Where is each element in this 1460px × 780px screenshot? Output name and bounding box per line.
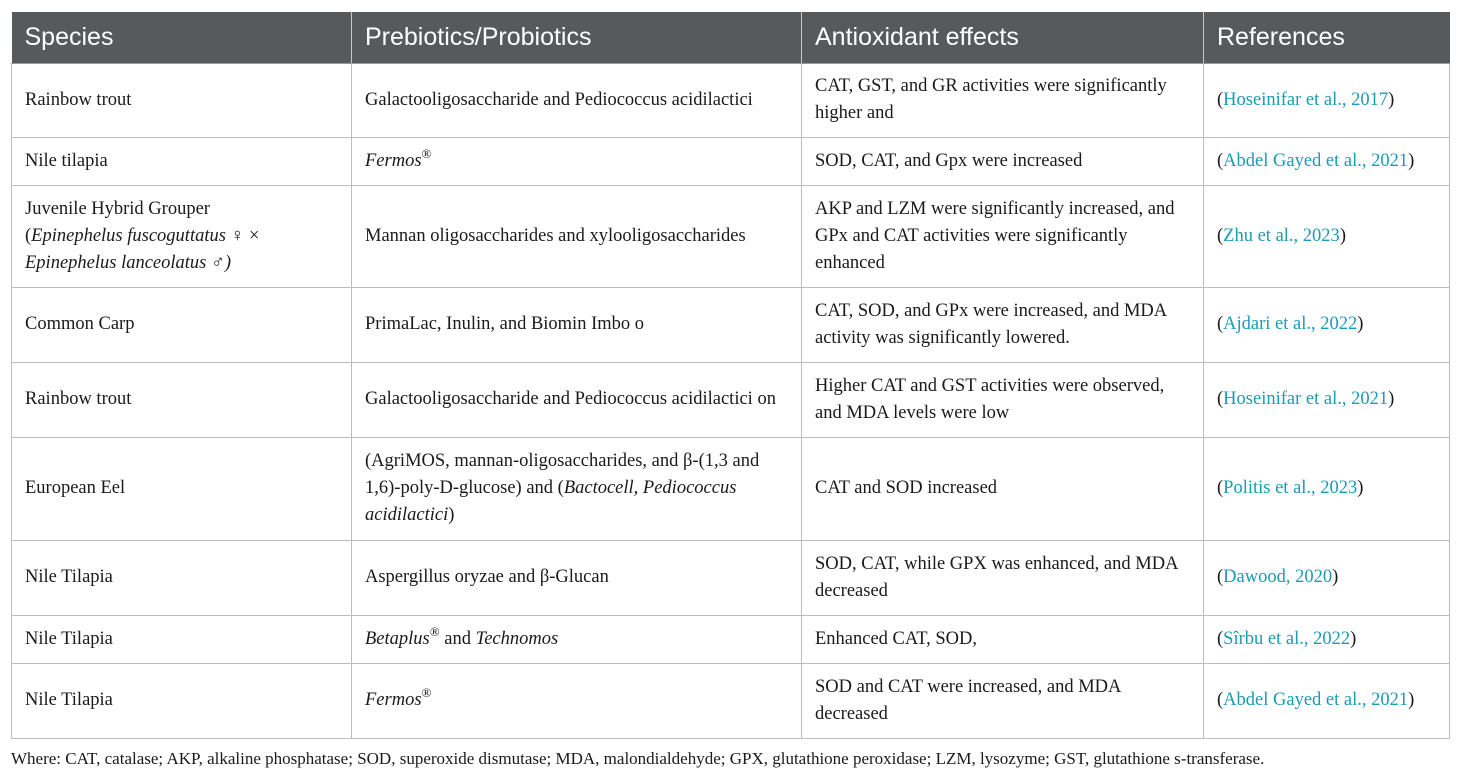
table-row xyxy=(12,663,1450,738)
prebiotic-cell: Galactooligosaccharide and Pediococcus acidilactici on xyxy=(352,362,802,437)
species-cell: European Eel xyxy=(12,437,352,540)
reference-cell xyxy=(1204,540,1450,615)
prebiotic-cell xyxy=(352,137,802,185)
header-antioxidant-effects: Antioxidant effects xyxy=(802,12,1204,63)
reference-link[interactable]: Abdel Gayed et al., 2021 xyxy=(1223,150,1409,171)
prebiotic-connector: and xyxy=(439,628,476,649)
ref-paren-close: ) xyxy=(1408,150,1415,171)
prebiotic-italic: Bactocell, Pediococcus acidilactici xyxy=(365,478,737,525)
reference-link[interactable]: Politis et al., 2023 xyxy=(1223,478,1358,498)
reference-cell xyxy=(1204,185,1450,287)
reference-cell xyxy=(1204,437,1450,540)
registered-mark: ® xyxy=(429,623,440,639)
prebiotic-name: Betaplus xyxy=(365,628,430,649)
ref-paren-close: ) xyxy=(1388,389,1395,409)
species-cell: Common Carp xyxy=(12,287,352,362)
ref-paren-open: ( xyxy=(1217,478,1224,498)
species-cell: Nile tilapia xyxy=(12,137,352,185)
registered-mark: ® xyxy=(421,685,432,700)
effects-cell: CAT, SOD, and GPx were increased, and MDA activity was significantly lowered. xyxy=(802,287,1204,362)
table-header xyxy=(12,12,1450,63)
ref-paren-open: ( xyxy=(1217,314,1224,334)
prebiotic-name: Fermos xyxy=(365,690,422,710)
prebiotic-name-2: Technomos xyxy=(475,628,559,649)
reference-link[interactable]: Hoseinifar et al., 2017 xyxy=(1223,89,1389,110)
antioxidant-table xyxy=(11,12,1450,739)
reference-link[interactable]: Zhu et al., 2023 xyxy=(1223,225,1340,246)
ref-paren-close: ) xyxy=(1357,478,1364,498)
male-symbol: ♂ xyxy=(211,252,225,273)
female-cross-symbol: ♀ × xyxy=(230,225,260,246)
prebiotic-part-2: ) xyxy=(448,505,455,525)
header-prebiotics: Prebiotics/Probiotics xyxy=(352,12,802,63)
table-row xyxy=(12,540,1450,615)
reference-cell xyxy=(1204,137,1450,185)
header-row xyxy=(12,12,1450,63)
table-footnote: Where: CAT, catalase; AKP, alkaline phosphatase; SOD, superoxide dismutase; MDA, malondialdehyde; GPX, glutathione peroxidase; LZM, lysozyme; GST, glutathione s-transferase. xyxy=(11,749,1265,768)
prebiotic-name: Fermos xyxy=(365,150,422,171)
table-body xyxy=(12,63,1450,738)
effects-cell: SOD, CAT, while GPX was enhanced, and MDA decreased xyxy=(802,540,1204,615)
reference-link[interactable]: Abdel Gayed et al., 2021 xyxy=(1223,690,1409,710)
species-cell: Rainbow trout xyxy=(12,63,352,137)
effects-cell: CAT and SOD increased xyxy=(802,437,1204,540)
data-table-container xyxy=(11,12,1449,739)
ref-paren-close: ) xyxy=(1350,628,1357,649)
registered-mark: ® xyxy=(421,145,432,161)
reference-cell xyxy=(1204,63,1450,137)
table-row xyxy=(12,63,1450,137)
effects-cell: SOD, CAT, and Gpx were increased xyxy=(802,137,1204,185)
effects-cell: SOD and CAT were increased, and MDA decreased xyxy=(802,663,1204,738)
prebiotic-cell: Galactooligosaccharide and Pediococcus acidilactici xyxy=(352,63,802,137)
species-cell: Nile Tilapia xyxy=(12,663,352,738)
prebiotic-cell xyxy=(352,437,802,540)
prebiotic-part-1: (AgriMOS, mannan-oligosaccharides, and β-(1,3 and 1,6)-poly-D-glucose) and ( xyxy=(365,451,760,498)
ref-paren-close: ) xyxy=(1332,567,1339,587)
reference-cell xyxy=(1204,615,1450,663)
species-cell: Rainbow trout xyxy=(12,362,352,437)
table-row xyxy=(12,437,1450,540)
ref-paren-close: ) xyxy=(1357,314,1364,334)
species-paren-close: ) xyxy=(224,252,232,273)
reference-cell xyxy=(1204,362,1450,437)
table-row xyxy=(12,615,1450,663)
reference-cell xyxy=(1204,663,1450,738)
ref-paren-close: ) xyxy=(1339,225,1346,246)
effects-cell: AKP and LZM were significantly increased, and GPx and CAT activities were significantly enhanced xyxy=(802,185,1204,287)
table-row xyxy=(12,185,1450,287)
ref-paren-close: ) xyxy=(1388,89,1395,110)
ref-paren-open: ( xyxy=(1217,628,1224,649)
table-row xyxy=(12,287,1450,362)
reference-link[interactable]: Hoseinifar et al., 2021 xyxy=(1223,389,1389,409)
species-cell xyxy=(12,185,352,287)
reference-cell xyxy=(1204,287,1450,362)
species-common-name: Juvenile Hybrid Grouper xyxy=(25,198,210,219)
prebiotic-cell: Aspergillus oryzae and β-Glucan xyxy=(352,540,802,615)
ref-paren-open: ( xyxy=(1217,225,1224,246)
table-row xyxy=(12,137,1450,185)
table-row xyxy=(12,362,1450,437)
effects-cell: CAT, GST, and GR activities were significantly higher and xyxy=(802,63,1204,137)
species-cell: Nile Tilapia xyxy=(12,615,352,663)
prebiotic-cell: PrimaLac, Inulin, and Biomin Imbo o xyxy=(352,287,802,362)
prebiotic-cell xyxy=(352,615,802,663)
species-scientific-1: Epinephelus fuscoguttatus xyxy=(31,225,226,246)
effects-cell: Enhanced CAT, SOD, xyxy=(802,615,1204,663)
reference-link[interactable]: Dawood, 2020 xyxy=(1223,567,1333,587)
ref-paren-open: ( xyxy=(1217,690,1224,710)
ref-paren-close: ) xyxy=(1408,690,1415,710)
reference-link[interactable]: Sîrbu et al., 2022 xyxy=(1223,628,1351,649)
reference-link[interactable]: Ajdari et al., 2022 xyxy=(1223,314,1358,334)
effects-cell: Higher CAT and GST activities were observed, and MDA levels were low xyxy=(802,362,1204,437)
header-references: References xyxy=(1204,12,1450,63)
species-cell: Nile Tilapia xyxy=(12,540,352,615)
ref-paren-open: ( xyxy=(1217,389,1224,409)
ref-paren-open: ( xyxy=(1217,567,1224,587)
header-species: Species xyxy=(12,12,352,63)
prebiotic-cell: Mannan oligosaccharides and xylooligosaccharides xyxy=(352,185,802,287)
ref-paren-open: ( xyxy=(1217,89,1224,110)
species-paren-open: ( xyxy=(25,225,32,246)
species-scientific-2: Epinephelus lanceolatus xyxy=(25,252,207,273)
prebiotic-cell xyxy=(352,663,802,738)
ref-paren-open: ( xyxy=(1217,150,1224,171)
